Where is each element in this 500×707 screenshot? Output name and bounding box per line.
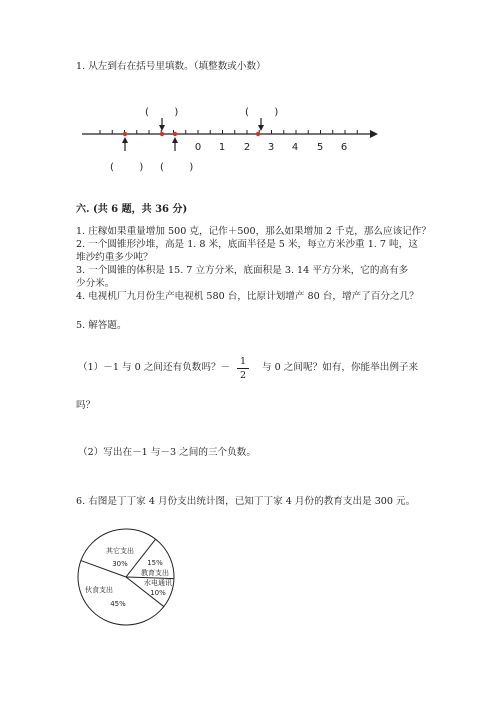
problem-2-line1: 2. 一个圆锥形沙堆，高是 1. 8 米，底面半径是 5 米，每立方米沙重 1. 7 吨，这 xyxy=(76,239,418,250)
tick-label-4: 4 xyxy=(291,142,299,153)
pie-label-food: 伙食支出 xyxy=(85,586,113,594)
fraction-denominator: 2 xyxy=(239,370,247,381)
pie-label-utilities: 水电通讯 xyxy=(144,579,172,587)
fraction-one-half xyxy=(236,356,250,381)
question-1-text: 1. 从左到右在括号里填数。（填整数或小数） xyxy=(76,61,266,72)
marker-point-1 xyxy=(123,132,127,136)
q5-part1-after: 与 0 之间呢？如有，你能举出例子来 xyxy=(262,362,419,373)
blank-paren-bottom-1: ( ) xyxy=(110,162,144,173)
blank-paren-top-2: ( ) xyxy=(245,107,279,118)
tick-label-2: 2 xyxy=(243,142,251,153)
problem-1: 1. 庄稼如果重量增加 500 克，记作＋500，那么如果增加 2 千克，那么应该记作？ xyxy=(76,226,431,237)
pie-pct-food: 45% xyxy=(110,600,126,608)
pie-label-other: 其它支出 xyxy=(106,547,134,555)
up-arrow-2-head xyxy=(172,137,178,143)
pie-chart xyxy=(78,529,174,625)
question-6-text: 6. 右图是丁丁家 4 月份支出统计图，已知丁丁家 4 月份的教育支出是 300 元。 xyxy=(76,496,416,507)
tick-label-1: 1 xyxy=(218,142,226,153)
blank-paren-top-1: ( ) xyxy=(145,107,179,118)
fraction-bar xyxy=(237,368,249,369)
problem-4: 4. 电视机厂九月份生产电视机 580 台，比原计划增产 80 台，增产了百分之几？ xyxy=(76,291,419,302)
pie-pct-other: 30% xyxy=(112,560,128,568)
problem-3-line2: 少分米。 xyxy=(76,278,115,289)
down-arrow-1-head xyxy=(159,125,165,131)
section-6-title: 六. (共 6 题，共 36 分) xyxy=(76,204,188,215)
fraction-numerator: 1 xyxy=(239,356,247,367)
problem-2-line2: 堆沙约重多少吨？ xyxy=(76,252,153,263)
axis-arrow-head xyxy=(370,130,378,138)
pie-label-education: 教育支出 xyxy=(141,569,169,577)
blank-paren-bottom-2: ( ) xyxy=(160,162,194,173)
problem-3-line1: 3. 一个圆锥的体积是 15. 7 立方分米，底面积是 3. 14 平方分米，它的高有多 xyxy=(76,265,409,276)
marker-point-2 xyxy=(160,132,164,136)
pie-pct-education: 15% xyxy=(147,559,163,567)
tick-label-6: 6 xyxy=(340,142,348,153)
tick-label-5: 5 xyxy=(316,142,324,153)
marker-point-4 xyxy=(256,132,260,136)
question-5-title: 5. 解答题。 xyxy=(76,320,127,331)
marker-point-3 xyxy=(173,132,177,136)
tick-label-0: 0 xyxy=(194,142,202,153)
up-arrow-1-head xyxy=(122,137,128,143)
q5-part2: （2）写出在－1 与－3 之间的三个负数。 xyxy=(78,447,256,458)
q5-part1-before: （1）－1 与 0 之间还有负数吗？－ xyxy=(78,362,231,373)
pie-pct-utilities: 10% xyxy=(150,589,166,597)
q5-part1-end: 吗？ xyxy=(76,400,96,411)
tick-label-3: 3 xyxy=(267,142,275,153)
